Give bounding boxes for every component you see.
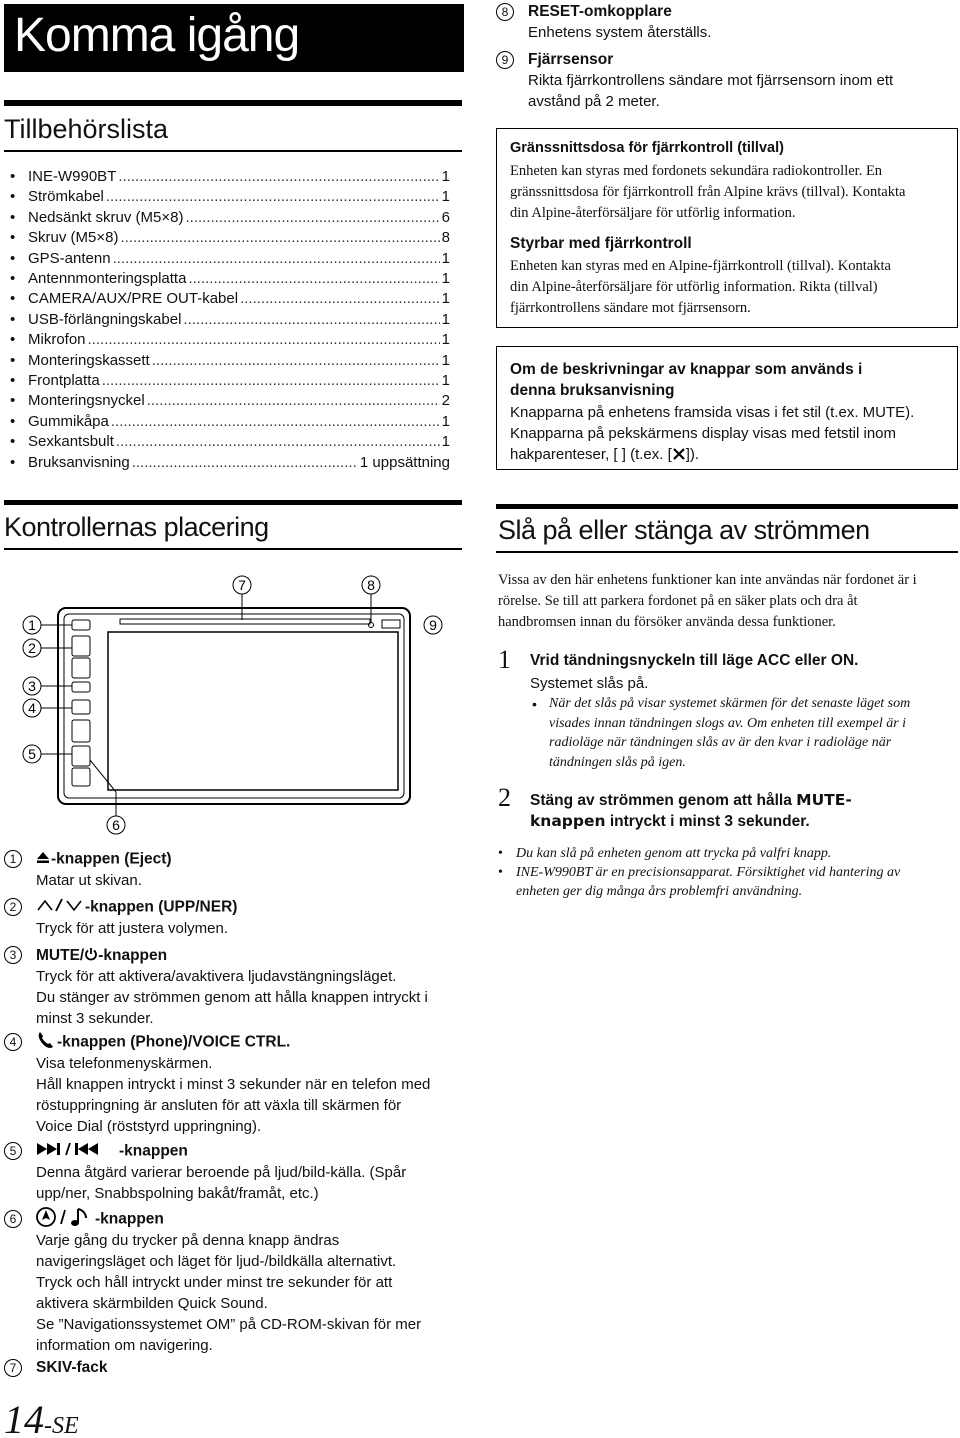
accessory-name: GPS-antenn	[28, 249, 111, 267]
skip-icon	[36, 1142, 118, 1156]
accessory-item	[10, 331, 450, 351]
leader-dots	[147, 392, 440, 409]
box1-line: Enheten kan styras med fordonets sekundära radiokontroller. En	[510, 163, 883, 179]
callout-2-label: 2	[28, 640, 36, 656]
bullet: •	[10, 208, 16, 226]
box2-heading-line: denna bruksanvisning	[510, 382, 675, 399]
bullet: •	[10, 290, 16, 308]
accessory-qty: 1	[441, 290, 450, 308]
control-desc: Visa telefonmenyskärmen. Håll knappen intryckt i minst 3 sekunder när en telefon med röstuppringning är ansluten för att växla till skärmen för Voice Dial (röststyrd uppringning).	[36, 1055, 431, 1135]
callout-4-label: 4	[28, 700, 36, 716]
power-note: • INE-W990BT är en precisionsapparat. Försiktighet vid hantering av	[498, 865, 901, 880]
box2-line: hakparenteser, [ ] (t.ex. [ ]).	[510, 446, 700, 463]
control-title: -knappen	[36, 1142, 188, 1161]
callout-9-label: 9	[429, 617, 437, 633]
control-item	[4, 1357, 464, 1379]
callout-6-label: 6	[112, 817, 120, 833]
accessory-item	[10, 229, 450, 249]
accessory-qty: 2	[441, 392, 450, 410]
leader-dots	[240, 290, 440, 307]
item-number: 9	[496, 51, 514, 69]
bullet: •	[10, 270, 16, 287]
item-number: 5	[4, 1142, 22, 1160]
bullet: •	[10, 372, 16, 389]
step-1-note-line: tändningen slås på igen.	[549, 754, 686, 770]
power-icon	[84, 947, 98, 961]
power-intro-line: Vissa av den här enhetens funktioner kan inte användas när fordonet är i	[498, 572, 917, 588]
accessory-item	[10, 372, 450, 392]
control-item	[4, 1140, 464, 1204]
callout-9	[424, 616, 442, 634]
bullet: •	[10, 453, 16, 471]
leader-dots	[116, 433, 440, 450]
accessory-name: Gummikåpa	[28, 412, 109, 430]
control-title: RESET-omkopplare	[528, 3, 672, 20]
power-heading: Slå på eller stänga av strömmen	[498, 515, 870, 545]
box1-line: din Alpine-återförsäljare för utförlig information.	[510, 205, 796, 221]
bullet: •	[10, 229, 16, 247]
box2-line: Knapparna på pekskärmens display visas med fetstil inom	[510, 425, 897, 442]
item-number: 4	[4, 1033, 22, 1051]
control-item	[4, 944, 464, 1029]
control-title: -knappen (Eject)	[36, 850, 172, 869]
callout-1-label: 1	[28, 617, 36, 633]
item-number: 3	[4, 946, 22, 964]
accessory-item	[10, 209, 450, 229]
box1-heading: Gränssnittsdosa för fjärrkontroll (tillval)	[510, 140, 784, 156]
box1-line: Enheten kan styras med en Alpine-fjärrkontroll (tillval). Kontakta	[510, 258, 891, 274]
box1-line: gränssnittsdosa för fjärrkontroll från Alpine krävs (tillval). Kontakta	[510, 184, 906, 200]
accessory-qty: 1	[441, 249, 450, 267]
control-title: -knappen (Phone)/VOICE CTRL.	[36, 1030, 290, 1055]
phone-icon	[36, 1030, 56, 1050]
leader-dots	[111, 413, 440, 430]
item-number: 7	[4, 1359, 22, 1377]
leader-dots	[152, 352, 440, 369]
power-rule	[496, 551, 958, 553]
accessory-item	[10, 392, 450, 412]
accessory-qty: 1 uppsättning	[359, 453, 450, 471]
item-number: 1	[4, 850, 22, 868]
leader-dots	[183, 311, 439, 328]
accessory-name: Strömkabel	[28, 188, 104, 206]
item-number: 6	[4, 1210, 22, 1228]
controls-heading: Kontrollernas placering	[4, 512, 269, 542]
up-down-icon	[36, 898, 84, 912]
control-title: MUTE/ -knappen	[36, 946, 168, 964]
accessory-name: Antennmonteringsplatta	[28, 270, 187, 287]
control-desc: Tryck för att aktivera/avaktivera ljudavstängningsläget. Du stänger av strömmen genom att hålla knappen intryckt i minst 3 sekunder.	[36, 968, 428, 1027]
mute-bold-2: knappen	[530, 812, 606, 830]
control-desc: Matar ut skivan.	[36, 872, 142, 889]
bullet: •	[10, 351, 16, 369]
callout-7-label: 7	[238, 577, 246, 593]
power-note: • Du kan slå på enheten genom att trycka på valfri knapp.	[498, 846, 832, 861]
item-number: 8	[496, 3, 514, 21]
accessory-name: Monteringskassett	[28, 351, 150, 369]
box1-heading-2: Styrbar med fjärrkontroll	[510, 235, 692, 252]
step-2-title: Stäng av strömmen genom att hålla MUTE- knappen intryckt i minst 3 sekunder.	[530, 791, 852, 830]
title-rule	[4, 100, 462, 106]
accessory-name: USB-förlängningskabel	[28, 310, 182, 328]
callout-4	[23, 699, 41, 717]
accessory-qty: 1	[441, 372, 450, 389]
box2-heading-line: Om de beskrivningar av knappar som används i	[510, 361, 863, 378]
callout-8-label: 8	[367, 577, 375, 593]
bullet: •	[10, 392, 16, 410]
step-1-note-line: visades innan tändningen slogs av. Om enheten till exempel är i	[549, 715, 907, 731]
step-1-bullet: •	[532, 696, 537, 712]
close-x-icon	[672, 446, 686, 460]
callout-3-label: 3	[28, 678, 36, 694]
accessory-qty: 1	[441, 188, 450, 206]
callout-7	[233, 576, 251, 594]
control-title: Fjärrsensor	[528, 51, 614, 68]
leader-dots	[106, 188, 440, 205]
control-item	[4, 896, 464, 939]
accessory-qty: 8	[441, 229, 450, 247]
box1-para	[510, 161, 905, 224]
step-1-note-line: radioläge när tändningen slås av är den kvar i radioläge när	[549, 735, 892, 750]
bullet: •	[10, 433, 16, 451]
accessory-item	[10, 454, 450, 474]
leader-dots	[113, 250, 440, 267]
power-intro-line: handbromsen innan du försöker använda dessa funktioner.	[498, 614, 836, 630]
control-item	[4, 848, 464, 891]
step-1-title: Vrid tändningsnyckeln till läge ACC eller ON.	[530, 652, 859, 669]
box2-para	[510, 402, 914, 465]
accessory-qty: 1	[441, 331, 450, 349]
eject-icon	[36, 850, 50, 864]
callout-2	[23, 639, 41, 657]
device-diagram	[10, 570, 460, 840]
step-2-number: 2	[498, 783, 511, 812]
bullet: •	[10, 331, 16, 349]
page-title: Komma igång	[14, 9, 300, 62]
callout-1	[23, 616, 41, 634]
control-title: SKIV-fack	[36, 1359, 108, 1376]
leader-dots	[185, 209, 439, 226]
control-desc: Tryck för att justera volymen.	[36, 920, 228, 937]
step-1-number: 1	[498, 645, 511, 674]
nav-music-icon	[36, 1206, 94, 1228]
accessory-qty: 1	[441, 351, 450, 369]
accessory-item	[10, 311, 450, 331]
accessory-item	[10, 290, 450, 310]
leader-dots	[118, 168, 439, 185]
accessory-qty: 1	[441, 433, 450, 451]
power-intro-line: rörelse. Se till att parkera fordonet på en säker plats och dra åt	[498, 593, 858, 609]
power-intro	[498, 570, 917, 633]
accessory-item	[10, 168, 450, 188]
box1-para-2	[510, 256, 891, 319]
controls-rule	[4, 548, 462, 550]
leader-dots	[88, 331, 440, 348]
leader-dots	[102, 372, 440, 389]
bullet: •	[10, 412, 16, 430]
control-item	[4, 1031, 464, 1137]
accessory-item	[10, 433, 450, 453]
callout-6	[107, 816, 125, 834]
accessory-name: Mikrofon	[28, 331, 86, 349]
accessory-name: Skruv (M5×8)	[28, 229, 119, 247]
accessory-item	[10, 188, 450, 208]
accessory-qty: 6	[441, 208, 450, 226]
control-desc: Varje gång du trycker på denna knapp ändras navigeringsläget och läget för ljud-/bildkälla alternativt. Tryck och håll intryckt under minst tre sekunder för att aktivera skärmbilden Quick Sound. Se ”Navigationssystemet OM” på CD-ROM-skivan för mer information om navigering.	[36, 1232, 422, 1354]
accessory-name: Sexkantsbult	[28, 433, 114, 451]
bullet: •	[10, 249, 16, 267]
bullet: •	[10, 310, 16, 328]
callout-3	[23, 677, 41, 695]
accessory-name: INE-W990BT	[28, 168, 117, 185]
accessory-qty: 1	[441, 310, 450, 328]
accessory-item	[10, 270, 450, 290]
power-note: enheten ger dig många års problemfri användning.	[516, 884, 803, 899]
callout-5-label: 5	[28, 746, 36, 762]
accessory-name: Nedsänkt skruv (M5×8)	[28, 208, 184, 226]
callout-8	[362, 576, 380, 594]
leader-dots	[132, 454, 358, 471]
accessory-qty: 1	[441, 270, 450, 287]
item-number: 2	[4, 898, 22, 916]
box2-line: Knapparna på enhetens framsida visas i fet stil (t.ex. MUTE).	[510, 404, 915, 421]
control-title: -knappen (UPP/NER)	[36, 898, 237, 917]
bullet: •	[10, 168, 16, 185]
mute-bold: MUTE-	[796, 791, 852, 809]
accessories-heading: Tillbehörslista	[4, 114, 169, 144]
page-number: 14-SE	[4, 1397, 79, 1438]
control-desc: Rikta fjärrkontrollens sändare mot fjärrsensorn inom ett avstånd på 2 meter.	[528, 72, 894, 110]
callout-5	[23, 745, 41, 763]
control-item	[4, 1208, 464, 1356]
bullet: •	[10, 188, 16, 206]
step-1-note	[549, 694, 910, 772]
accessory-name: Bruksanvisning	[28, 453, 130, 471]
controls-rule-top	[4, 500, 462, 505]
accessory-qty: 1	[441, 168, 450, 185]
step-1-note-line: När det slås på visar systemet skärmen för det senaste läget som	[549, 696, 911, 711]
control-title: -knappen	[36, 1206, 164, 1233]
control-item	[496, 50, 956, 112]
power-rule-top	[496, 504, 958, 509]
box1-line: fjärrkontrollens sändare mot fjärrsensorn.	[510, 300, 751, 316]
control-item	[496, 2, 956, 43]
control-desc: Denna åtgärd varierar beroende på ljud/bild-källa. (Spår upp/ner, Snabbspolning bakåt/framåt, etc.)	[36, 1164, 407, 1202]
leader-dots	[120, 229, 439, 246]
control-desc: Enhetens system återställs.	[528, 24, 712, 41]
leader-dots	[188, 270, 439, 287]
accessory-name: CAMERA/AUX/PRE OUT-kabel	[28, 290, 239, 308]
box2-heading	[510, 359, 862, 401]
box1-line: din Alpine-återförsäljare för utförlig information. Rikta (tillval)	[510, 279, 878, 295]
power-notes	[498, 844, 900, 901]
accessory-item	[10, 250, 450, 270]
accessory-item	[10, 413, 450, 433]
accessory-name: Frontplatta	[28, 372, 100, 389]
accessory-qty: 1	[441, 412, 450, 430]
accessory-name: Monteringsnyckel	[28, 392, 145, 410]
accessory-item	[10, 352, 450, 372]
accessories-rule	[4, 150, 462, 152]
step-1-sub: Systemet slås på.	[530, 675, 649, 692]
